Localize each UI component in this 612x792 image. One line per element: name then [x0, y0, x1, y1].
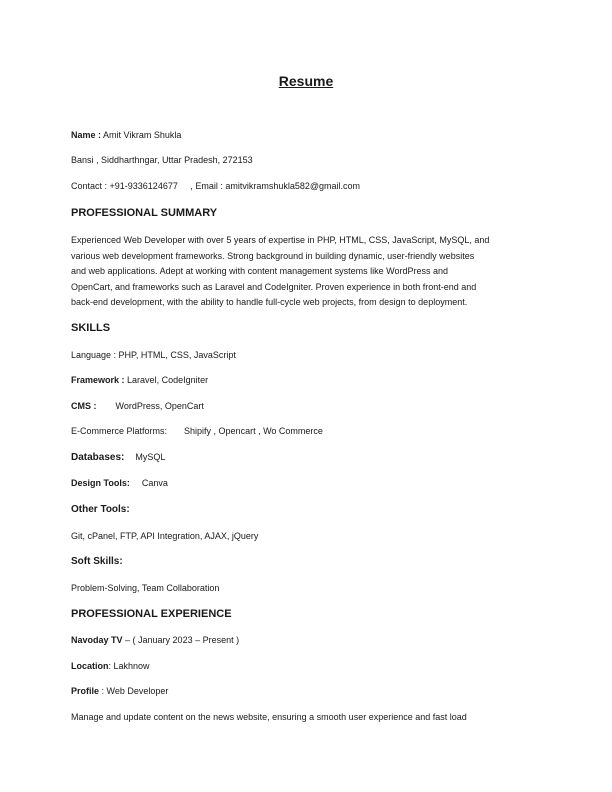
- databases-line: [71, 452, 165, 464]
- ecommerce-label: E-Commerce Platforms:: [71, 426, 168, 436]
- job-period: – ( January 2023 – Present ): [122, 635, 240, 645]
- cms-label: CMS :: [71, 401, 97, 411]
- job-title-line: [71, 635, 239, 646]
- location-value: : Lakhnow: [108, 661, 150, 671]
- cms-line: [71, 401, 204, 412]
- experience-heading: PROFESSIONAL EXPERIENCE: [71, 608, 232, 620]
- location-line: [71, 661, 150, 672]
- name-label: Name :: [71, 130, 102, 140]
- language-line: Language : PHP, HTML, CSS, JavaScript: [71, 350, 236, 360]
- databases-value: MySQL: [135, 452, 166, 462]
- framework-label: Framework :: [71, 375, 125, 385]
- company-name: Navoday TV: [71, 635, 123, 645]
- ecommerce-line: [71, 426, 323, 437]
- cms-value: WordPress, OpenCart: [115, 401, 204, 411]
- other-tools-heading: Other Tools:: [71, 504, 130, 515]
- summary-line: various web development frameworks. Strong background in building dynamic, user-friendly websites: [71, 250, 475, 261]
- skills-heading: SKILLS: [71, 322, 111, 334]
- profile-line: [71, 686, 168, 697]
- design-tools-line: [71, 478, 168, 489]
- summary-heading: PROFESSIONAL SUMMARY: [71, 207, 218, 219]
- summary-line: Experienced Web Developer with over 5 years of expertise in PHP, HTML, CSS, JavaScript, MySQL, and: [71, 235, 490, 245]
- framework-value: Laravel, CodeIgniter: [127, 375, 209, 385]
- profile-value: : Web Developer: [99, 686, 169, 696]
- framework-line: [71, 375, 208, 386]
- summary-paragraph: [71, 233, 531, 311]
- soft-skills-line: Problem-Solving, Team Collaboration: [71, 583, 220, 593]
- location-label: Location: [71, 661, 109, 671]
- design-tools-value: Canva: [141, 478, 168, 488]
- soft-skills-heading: Soft Skills:: [71, 556, 123, 567]
- other-tools-line: Git, cPanel, FTP, API Integration, AJAX, jQuery: [71, 531, 259, 541]
- databases-label: Databases:: [71, 452, 125, 463]
- summary-line: OpenCart, and frameworks such as Laravel and CodeIgniter. Proven experience in both front-end and: [71, 281, 477, 292]
- name-line: [71, 130, 181, 141]
- summary-line: and web applications. Adept at working with content management systems like WordPress and: [71, 266, 449, 277]
- summary-line: back-end development, with the ability to handle full-cycle web projects, from design to deployment.: [71, 297, 468, 308]
- address-line: Bansi , Siddharthngar, Uttar Pradesh, 272153: [71, 155, 253, 165]
- ecommerce-value: Shipify , Opencart , Wo Commerce: [184, 426, 323, 436]
- profile-label: Profile: [71, 686, 100, 696]
- name-value: Amit Vikram Shukla: [103, 130, 182, 140]
- job-description: Manage and update content on the news website, ensuring a smooth user experience and fast load: [71, 712, 467, 722]
- design-tools-label: Design Tools:: [71, 478, 130, 488]
- page-title: Resume: [278, 73, 334, 89]
- contact-line: Contact : +91-9336124677 , Email : amitvikramshukla582@gmail.com: [71, 181, 361, 191]
